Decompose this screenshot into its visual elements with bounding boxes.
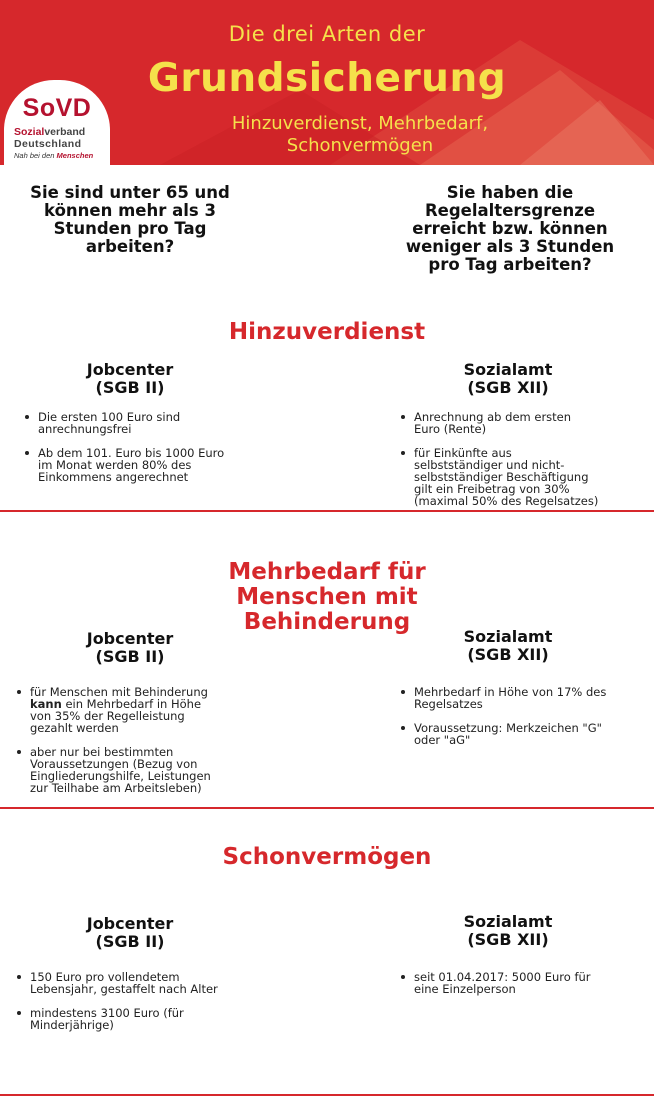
- list-item: Voraussetzung: Merkzeichen "G" oder "aG": [398, 722, 654, 746]
- list-item: für Menschen mit Behinderung kann ein Mehrbedarf in Höhe von 35% der Regelleistung gezahlt werden: [14, 686, 284, 734]
- column-heading-jobcenter: Jobcenter (SGB II): [86, 914, 174, 951]
- column-heading-jobcenter: Jobcenter (SGB II): [86, 629, 174, 666]
- section-divider: [0, 1094, 654, 1096]
- section-title-hinzuverdienst: Hinzuverdienst: [228, 319, 426, 345]
- list-item: mindestens 3100 Euro (für Minderjährige): [14, 1007, 284, 1031]
- column-heading-sozialamt: Sozialamt (SGB XII): [463, 627, 553, 664]
- bullet-list-jobcenter: [22, 411, 282, 495]
- subtitle-line1: Hinzuverdienst, Mehrbedarf,: [231, 113, 489, 134]
- bullet-list-jobcenter: [14, 686, 284, 806]
- section-title-schonvermoegen: Schonvermögen: [222, 844, 432, 870]
- sovd-logo: [4, 80, 110, 174]
- logo-tagline-red: Menschen: [56, 151, 94, 160]
- logo-line1: [14, 126, 85, 138]
- list-item: aber nur bei bestimmten Voraussetzungen (Bezug von Eingliederungshilfe, Leistungen zur Teilhabe am Arbeitsleben): [14, 746, 284, 794]
- logo-acronym: SoVD: [22, 94, 92, 122]
- section-divider: [0, 510, 654, 512]
- logo-line1-red: Sozial: [14, 126, 45, 138]
- logo-tagline-start: Nah bei den: [14, 151, 57, 160]
- bullet-list-sozialamt: [398, 686, 654, 758]
- column-heading-jobcenter: Jobcenter (SGB II): [86, 360, 174, 397]
- emphasis-kann: kann: [30, 697, 62, 711]
- bullet-list-jobcenter: [14, 971, 284, 1043]
- list-item: Ab dem 101. Euro bis 1000 Euro im Monat werden 80% des Einkommens angerechnet: [22, 447, 282, 483]
- bullet-list-sozialamt: [398, 971, 654, 1007]
- section-title-mehrbedarf: Mehrbedarf für Menschen mit Behinderung: [228, 559, 426, 635]
- list-item: 150 Euro pro vollendetem Lebensjahr, gestaffelt nach Alter: [14, 971, 284, 995]
- list-item: Mehrbedarf in Höhe von 17% des Regelsatzes: [398, 686, 654, 710]
- section-divider: [0, 807, 654, 809]
- title-main: Grundsicherung: [147, 56, 507, 101]
- subtitle-line2: Schonvermögen: [286, 135, 434, 156]
- question-left: Sie sind unter 65 und können mehr als 3 Stunden pro Tag arbeiten?: [30, 183, 230, 256]
- list-item: Anrechnung ab dem ersten Euro (Rente): [398, 411, 654, 435]
- logo-line1-rest: verband: [44, 126, 86, 138]
- list-item: Die ersten 100 Euro sind anrechnungsfrei: [22, 411, 282, 435]
- column-heading-sozialamt: Sozialamt (SGB XII): [463, 360, 553, 397]
- question-right: Sie haben die Regelaltersgrenze erreicht bzw. können weniger als 3 Stunden pro Tag arbeiten?: [405, 183, 615, 274]
- list-item: für Einkünfte aus selbstständiger und nicht- selbstständiger Beschäftigung gilt ein Freibetrag von 30% (maximal 50% des Regelsatzes): [398, 447, 654, 507]
- column-heading-sozialamt: Sozialamt (SGB XII): [463, 912, 553, 949]
- list-item: seit 01.04.2017: 5000 Euro für eine Einzelperson: [398, 971, 654, 995]
- title-top: Die drei Arten der: [228, 22, 426, 46]
- logo-tagline: [14, 151, 93, 160]
- logo-line2: Deutschland: [14, 138, 82, 150]
- bullet-list-sozialamt: [398, 411, 654, 519]
